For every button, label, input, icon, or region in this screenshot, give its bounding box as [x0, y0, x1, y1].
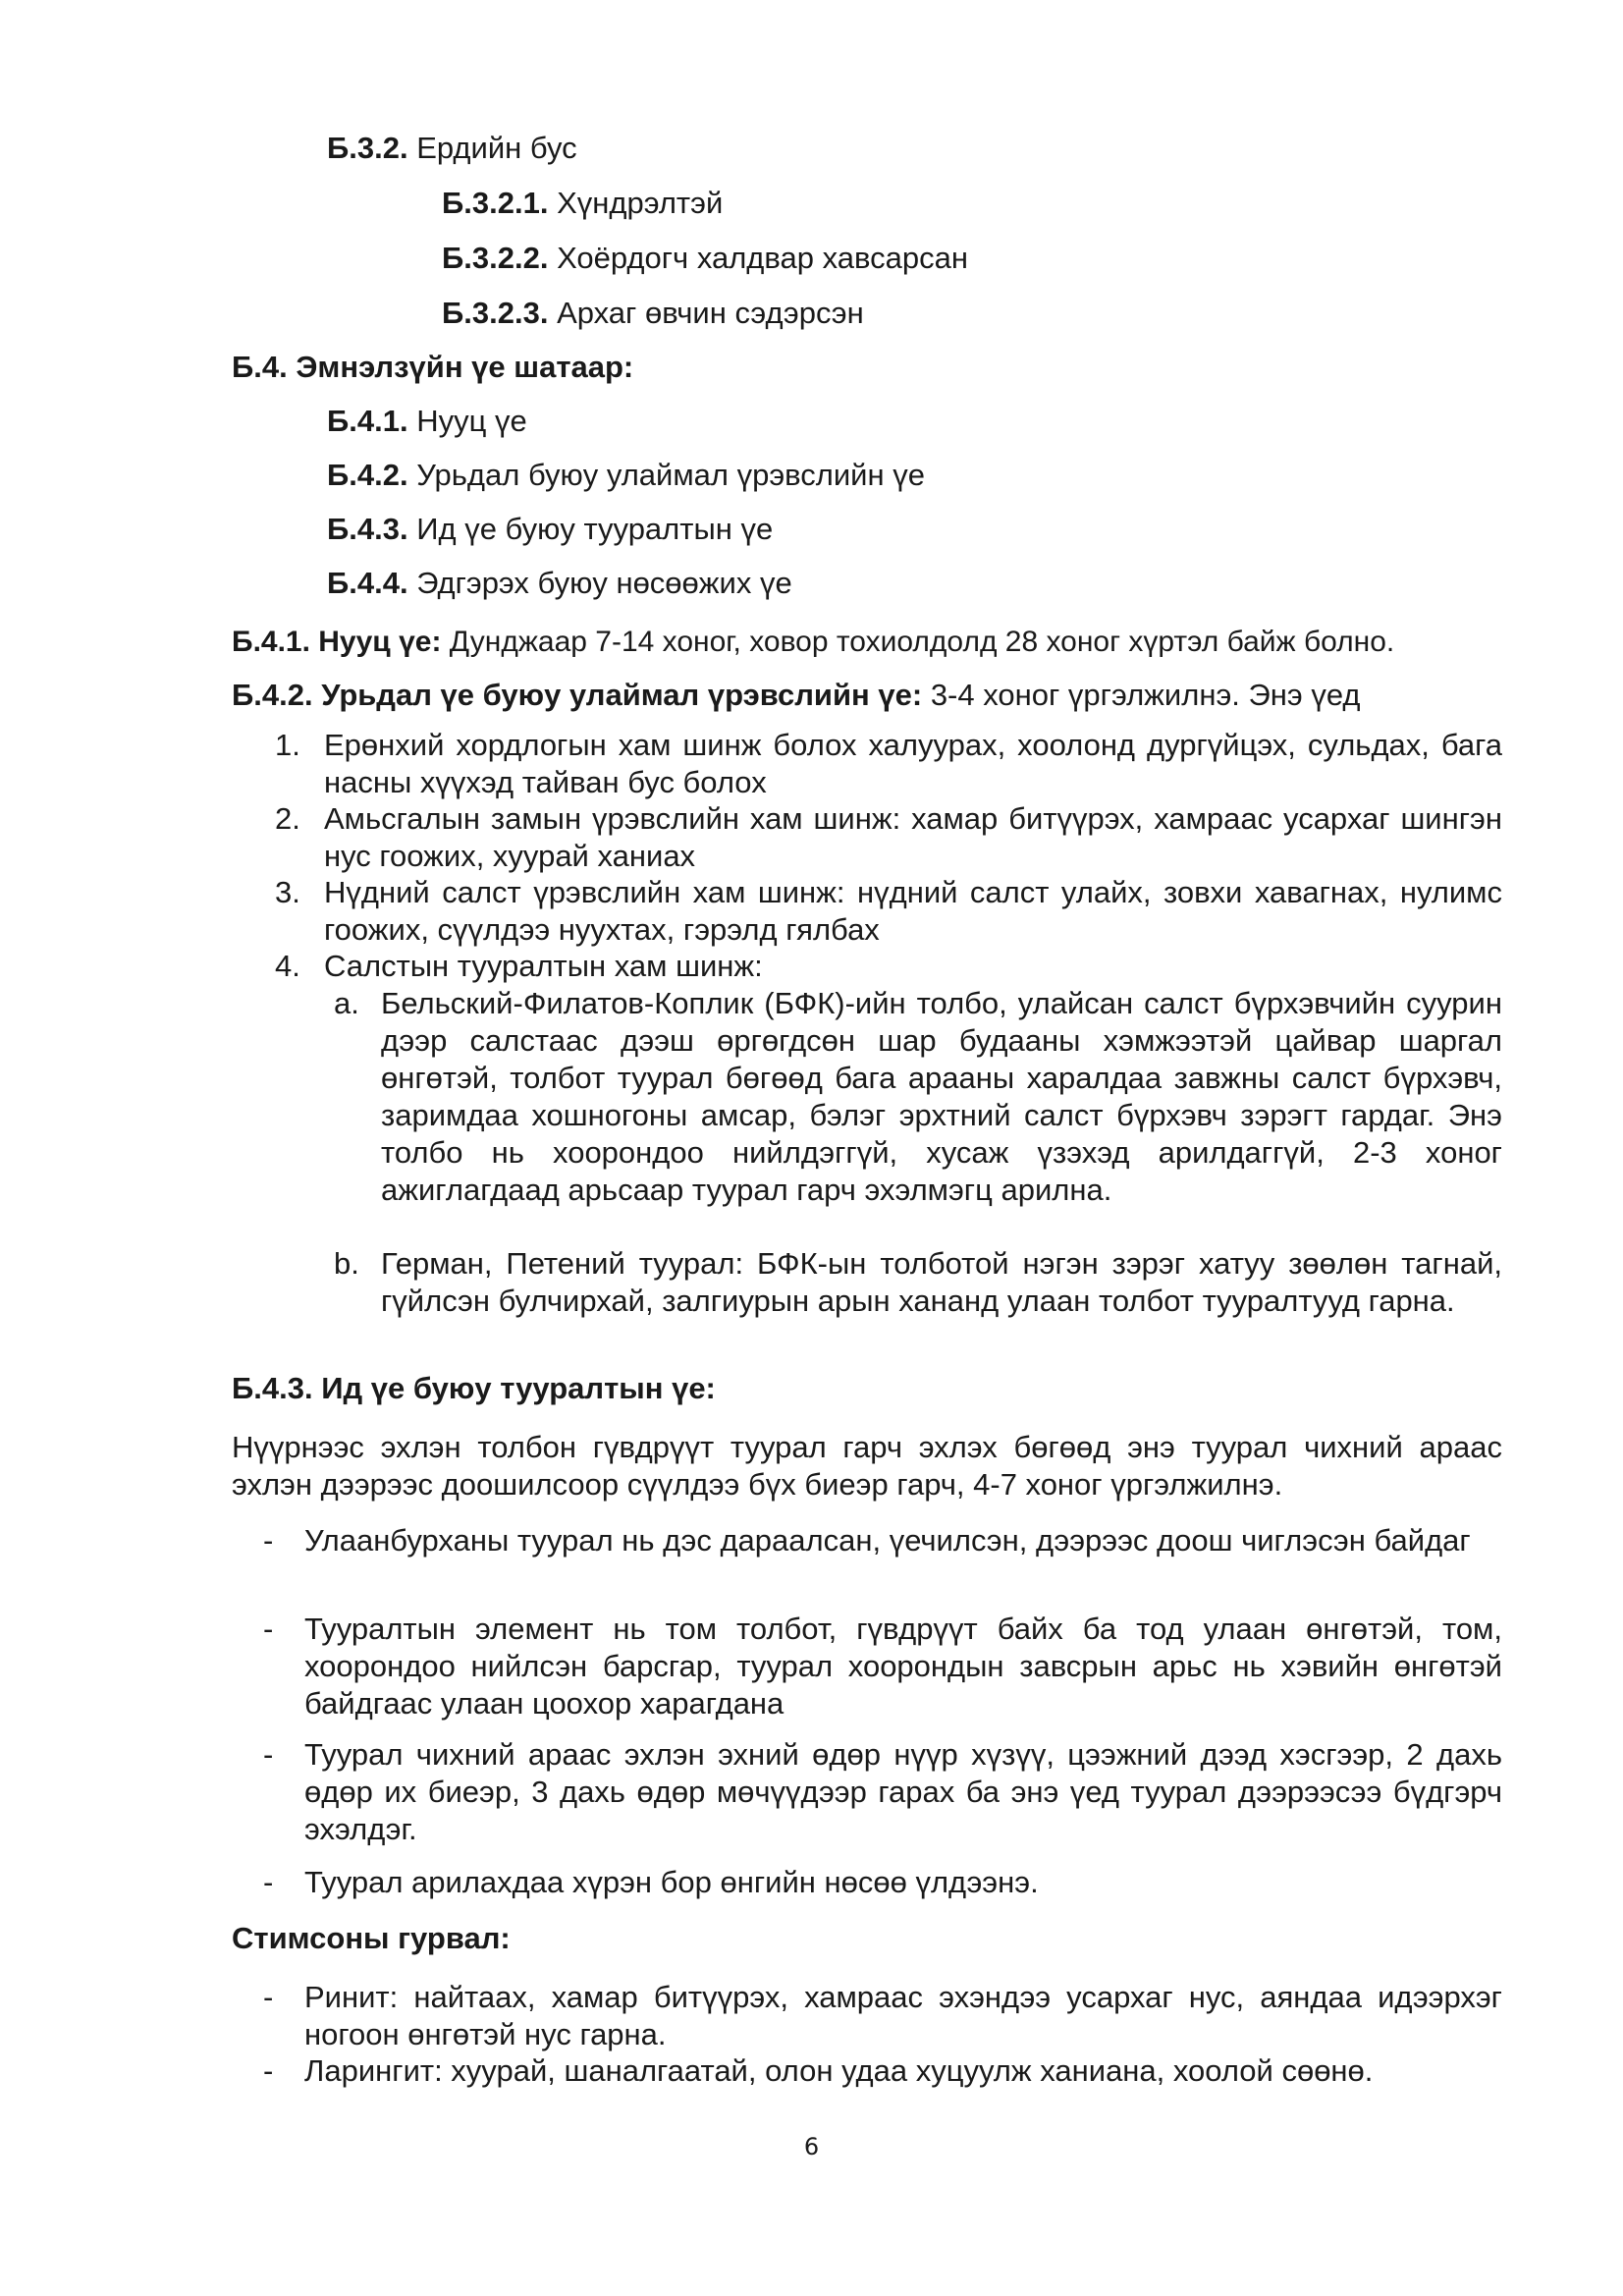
outline-b41: Б.4.1. Нууц үе [327, 404, 527, 438]
outline-b323: Б.3.2.3. Архаг өвчин сэдэрсэн [442, 296, 864, 330]
eruption-paragraph: Нүүрнээс эхлэн толбон гүвдрүүт туурал гарч эхлэх бөгөөд энэ туурал чихний араас эхлэн дээрээс доошилсоор сүүлдээ бүх биеэр гарч, 4-7 хоног үргэлжилнэ. [232, 1430, 1502, 1502]
bullet-dash: - [263, 1980, 274, 2014]
stimson-bullet: Ларингит: хуурай, шаналгаатай, олон удаа хуцуулж ханиана, хоолой сөөнө. [304, 2053, 1374, 2088]
eruption-bullet: Туурал чихний араас эхлэн эхний өдөр нүүр хүзүү, цээжний дээд хэсгээр, 2 дахь өдөр их биеэр, 3 дахь өдөр мөчүүдээр гарах ба энэ үед туурал дээрээсээ бүдгэрч эхэлдэг. [304, 1737, 1502, 1846]
outline-b42: Б.4.2. Урьдал буюу улаймал үрэвслийн үе [327, 458, 925, 492]
outline-b43: Б.4.3. Ид үе буюу тууралтын үе [327, 512, 774, 546]
outline-b322: Б.3.2.2. Хоёрдогч халдвар хавсарсан [442, 241, 968, 275]
prodromal-item-num: 1. [275, 728, 300, 762]
eruption-bullet: Улаанбурханы туурал нь дэс дараалсан, үечилсэн, дээрээс доош чиглэсэн байдаг [304, 1523, 1471, 1558]
prodromal-item: Нүдний салст үрэвслийн хам шинж: нүдний салст улайх, зовхи хавагнах, нулимс гоожих, сүүлдээ нуухтах, гэрэлд гялбах [324, 875, 1502, 947]
page-number: 6 [803, 2133, 820, 2160]
prodromal-item: Салстын тууралтын хам шинж: [324, 949, 763, 983]
prodromal-intro: Б.4.2. Урьдал үе буюу улаймал үрэвслийн үе: 3-4 хоног үргэлжилнэ. Энэ үед [232, 678, 1361, 712]
eruption-bullet: Тууралтын элемент нь том толбот, гүвдрүүт байх ба тод улаан өнгөтэй, том, хоорондоо нийлсэн барсгар, туурал хоорондын завсрын арьс нь хэвийн өнгөтэй байдгаас улаан цоохор харагдана [304, 1612, 1502, 1721]
bullet-dash: - [263, 1612, 274, 1646]
prodromal-subitem: Герман, Петений туурал: БФК-ын толботой нэгэн зэрэг хатуу зөөлөн тагнай, гүйлсэн булчирхай, залгиурын арын хананд улаан толбот тууралтууд гарна. [381, 1246, 1502, 1318]
section-heading-stimson: Стимсоны гурвал: [232, 1921, 511, 1955]
prodromal-item: Ерөнхий хордлогын хам шинж болох халуурах, хоолонд дургүйцэх, сульдах, бага насны хүүхэд тайван бус болох [324, 728, 1502, 799]
prodromal-subitem-num: a. [334, 986, 359, 1020]
prodromal-subitem: Бельский-Филатов-Коплик (БФК)-ийн толбо, улайсан салст бүрхэвчийн суурин дээр салстаас дээш өргөгдсөн шар будааны хэмжээтэй цайвар шаргал өнгөтэй, толбот туурал бөгөөд бага арааны харалдаа завжны салст бүрхэвч, заримдаа хошногоны амсар, бэлэг эрхтний салст бүрхэвч зэрэгт гардаг. Энэ толбо нь хоорондоо нийлдэггүй, хусаж үзэхэд арилдаггүй, 2-3 хоног ажиглагдаад арьсаар туурал гарч эхэлмэгц арилна. [381, 986, 1502, 1207]
section-heading-b43: Б.4.3. Ид үе буюу тууралтын үе: [232, 1371, 716, 1405]
bullet-dash: - [263, 1737, 274, 1772]
outline-b321: Б.3.2.1. Хүндрэлтэй [442, 186, 724, 220]
prodromal-item: Амьсгалын замын үрэвслийн хам шинж: хамар битүүрэх, хамраас усархаг шингэн нус гоожих, хуурай ханиах [324, 801, 1502, 873]
outline-b32: Б.3.2. Ердийн бус [327, 131, 577, 165]
bullet-dash: - [263, 1523, 274, 1558]
prodromal-item-num: 3. [275, 875, 300, 909]
prodromal-subitem-num: b. [334, 1246, 359, 1281]
outline-b44: Б.4.4. Эдгэрэх буюу нөсөөжих үе [327, 566, 792, 600]
prodromal-item-num: 4. [275, 949, 300, 983]
prodromal-item-num: 2. [275, 801, 300, 836]
bullet-dash: - [263, 1865, 274, 1899]
stimson-bullet: Ринит: найтаах, хамар битүүрэх, хамраас эхэндээ усархаг нус, аяндаа идээрхэг ногоон өнгөтэй нус гарна. [304, 1980, 1502, 2051]
bullet-dash: - [263, 2053, 274, 2088]
latent-period: Б.4.1. Нууц үе: Дунджаар 7-14 хоног, ховор тохиолдолд 28 хоног хүртэл байж болно. [232, 626, 1395, 658]
eruption-bullet: Туурал арилахдаа хүрэн бор өнгийн нөсөө үлдээнэ. [304, 1865, 1039, 1899]
section-heading-b4: Б.4. Эмнэлзүйн үе шатаар: [232, 350, 634, 384]
